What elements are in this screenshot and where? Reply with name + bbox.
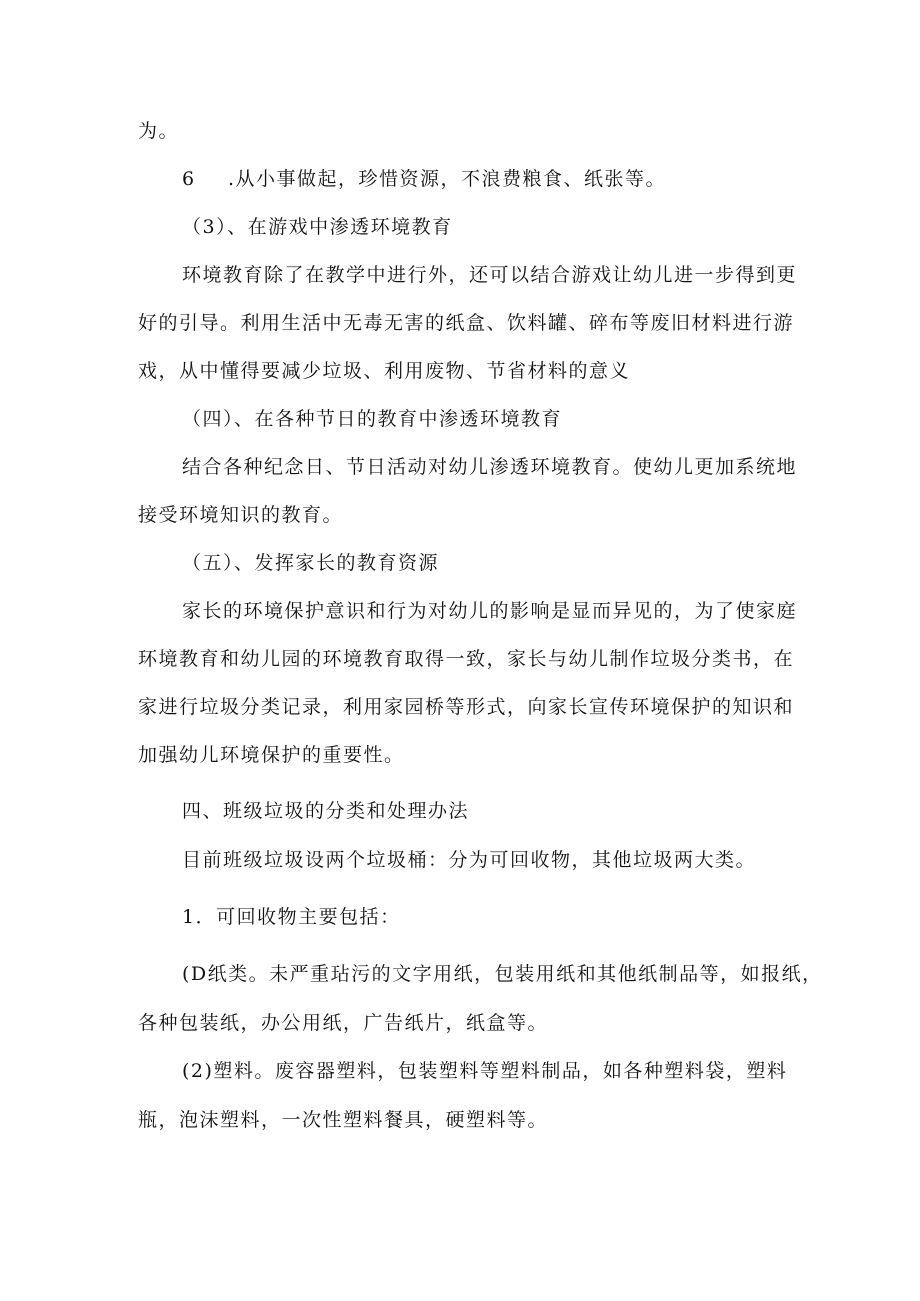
paragraph-line: (2)塑料。废容器塑料，包装塑料等塑料制品，如各种塑料袋，塑料 [182,1060,788,1082]
paragraph-line: 家进行垃圾分类记录，利用家园桥等形式，向家长宣传环境保护的知识和 [138,696,795,718]
list-item-6 [182,166,666,192]
paragraph-line: (D纸类。未严重玷污的文字用纸，包装用纸和其他纸制品等，如报纸， [182,963,823,985]
paragraph-line: 各种包装纸，办公用纸，广告纸片，纸盒等。 [138,1012,549,1034]
section-heading: （五）、发挥家长的教育资源 [182,552,440,574]
paragraph-line: 结合各种纪念日、节日活动对幼儿渗透环境教育。使幼儿更加系统地 [182,456,798,478]
paragraph-line: 好的引导。利用生活中无毒无害的纸盒、饮料罐、碎布等废旧材料进行游 [138,312,795,334]
list-item-heading: 1．可回收物主要包括： [182,906,401,928]
paragraph-line: 戏，从中懂得要减少垃圾、利用废物、节省材料的意义 [138,360,631,382]
paragraph-line: 加强幼儿环境保护的重要性。 [138,744,405,766]
section-heading: 四、班级垃圾的分类和处理办法 [182,800,470,822]
section-heading: （3）、在游戏中渗透环境教育 [182,216,453,238]
section-heading: （四）、在各种节日的教育中渗透环境教育 [182,408,563,430]
list-item-text: .从小事做起，珍惜资源，不浪费粮食、纸张等。 [228,168,667,190]
paragraph-line: 瓶，泡沫塑料，一次性塑料餐具，硬塑料等。 [138,1109,549,1131]
paragraph-line: 为。 [138,120,180,142]
paragraph-line: 家长的环境保护意识和行为对幼儿的影响是显而异见的，为了使家庭 [182,600,798,622]
paragraph-line: 接受环境知识的教育。 [138,504,344,526]
list-number: 6 [182,168,196,190]
paragraph-line: 目前班级垃圾设两个垃圾桶：分为可回收物，其他垃圾两大类。 [182,849,757,871]
paragraph-line: 环境教育和幼儿园的环境教育取得一致，家长与幼儿制作垃圾分类书，在 [138,648,795,670]
paragraph-line: 环境教育除了在教学中进行外，还可以结合游戏让幼儿进一步得到更 [182,264,798,286]
